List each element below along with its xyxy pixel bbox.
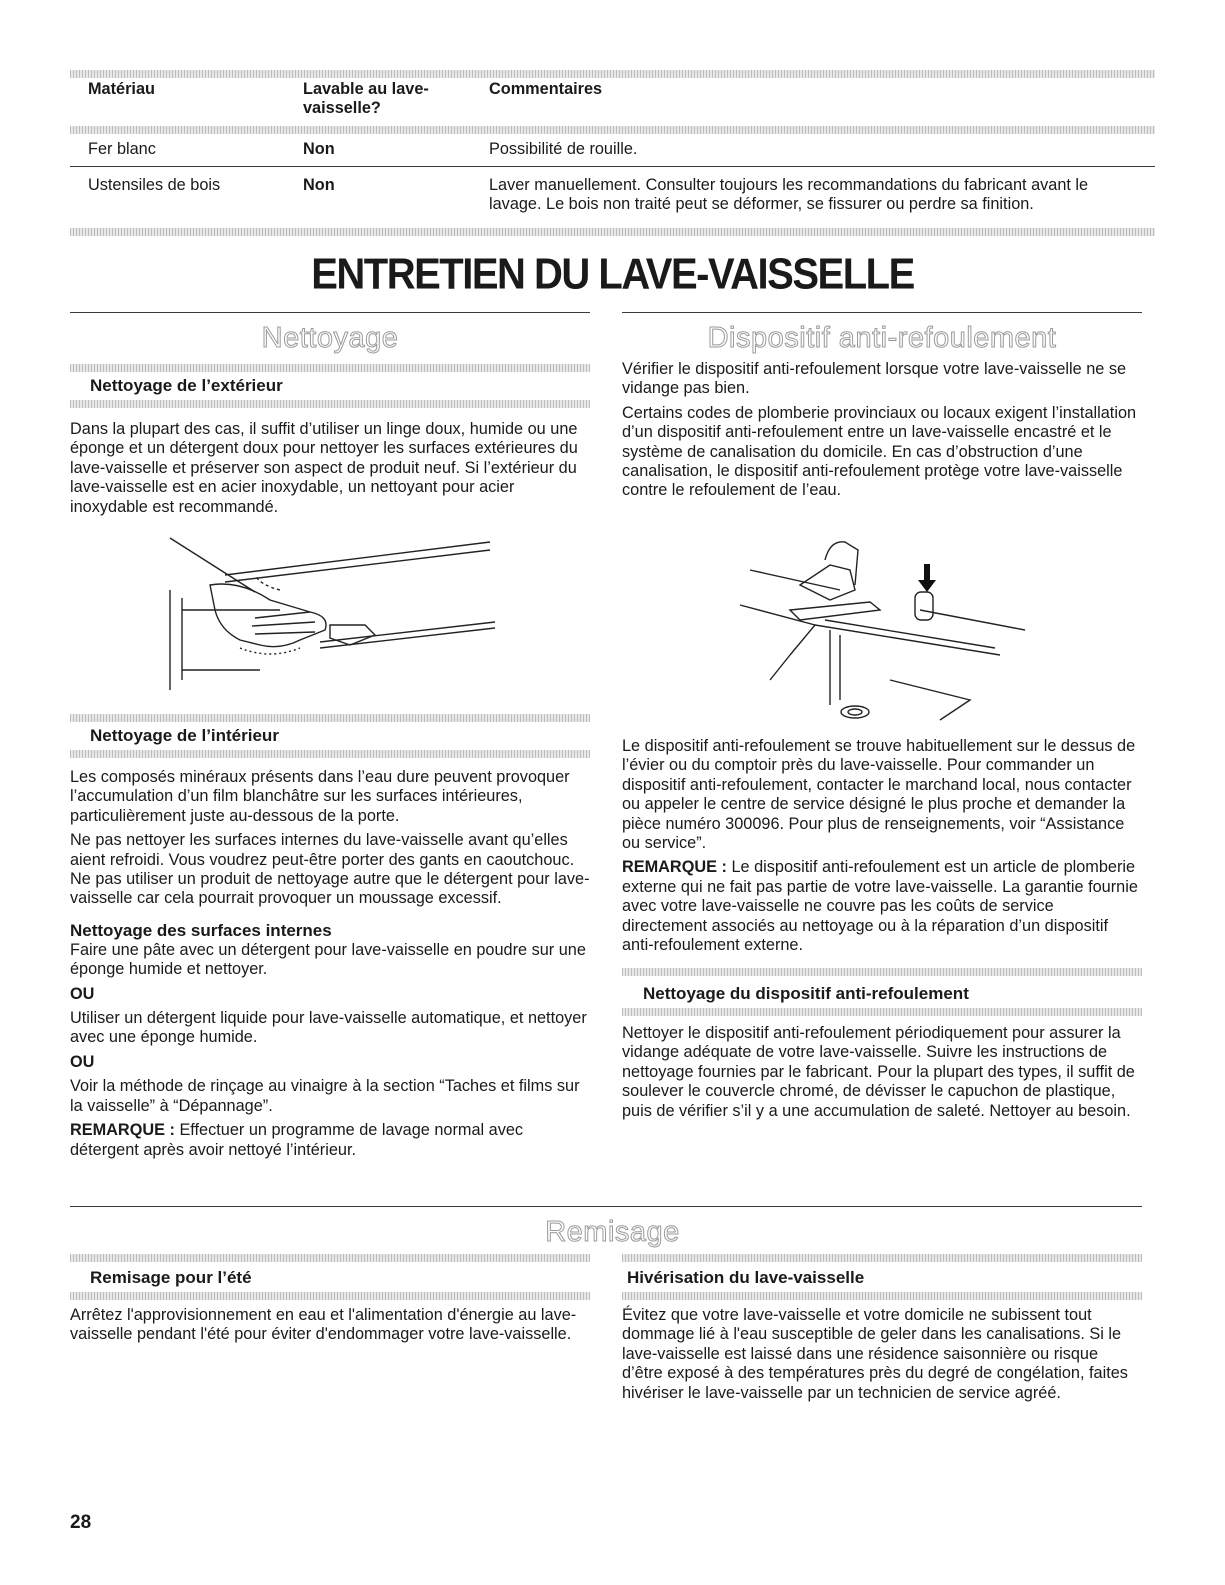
section-title-remisage: Remisage	[545, 1216, 680, 1248]
storage-rule	[70, 1206, 1142, 1207]
storage-band-left-2	[70, 1292, 590, 1300]
heading-summer-storage: Remisage pour l’été	[90, 1268, 252, 1287]
table-row-divider	[70, 166, 1155, 167]
heading-internal-surfaces: Nettoyage des surfaces internes	[70, 920, 332, 940]
material-table	[70, 80, 1155, 119]
exterior-cleaning-illustration	[160, 530, 510, 700]
heading-interior: Nettoyage de l’intérieur	[90, 726, 279, 745]
cell-material: Fer blanc	[88, 140, 156, 158]
header-washable: Lavable au lave-vaisselle?	[303, 80, 429, 118]
air-gap-p3: Le dispositif anti-refoulement se trouve habituellement sur le dessus de l’évier ou du comptoir près du lave-vaisselle. Pour commander un dispositif anti-refoulement, contacter le marchand local, nous contacter ou appeler le centre de service désigné le plus proche et demander la pièce numéro 300096. Pour plus de renseignements, voir “Assistance ou service”.	[622, 737, 1136, 853]
note-label: REMARQUE :	[70, 1121, 175, 1140]
table-header-row	[70, 80, 1155, 119]
right-band-1	[622, 968, 1142, 976]
cell-washable: Non	[303, 176, 335, 194]
summer-storage-body: Arrêtez l'approvisionnement en eau et l'alimentation d'énergie au lave-vaisselle pendant l'été pour éviter d'endommager votre lave-vaisselle.	[70, 1306, 577, 1344]
winterizing-body: Évitez que votre lave-vaisselle et votre domicile ne subissent tout dommage lié à l'eau susceptible de geler dans les canalisations. Si le lave-vaisselle est laissé dans une résidence saisonnière ou risque d’être exposé à des températures près du degré de congélation, faites hivériser le lave-vaisselle par un technicien de service agréé.	[622, 1306, 1128, 1402]
table-header-band	[70, 126, 1155, 134]
left-band-2	[70, 400, 590, 408]
section-title-air-gap: Dispositif anti-refoulement	[707, 322, 1057, 354]
table-row	[70, 176, 1155, 215]
storage-band-right-1	[622, 1254, 1142, 1262]
cell-washable: Non	[303, 140, 335, 158]
or-label-1: OU	[70, 984, 95, 1003]
air-gap-p2: Certains codes de plomberie provinciaux ou locaux exigent l’installation d’un dispositif anti-refoulement entre un lave-vaisselle encastré et le système de canalisation du domicile. En cas d’obstruction d’une canalisation, le dispositif anti-refoulement protège votre lave-vaisselle contre le refoulement de l’eau.	[622, 403, 1137, 500]
interior-note	[70, 1121, 590, 1160]
header-comments: Commentaires	[489, 80, 603, 98]
air-gap-cleaning-body: Nettoyer le dispositif anti-refoulement périodiquement pour assurer la vidange adéquate de votre lave-vaisselle. Suivre les instructions de nettoyage fournies par le fabricant. Pour la plupart des types, il suffit de soulever le couvercle chromé, de dévisser le capuchon de plastique, puis de vérifier s’il y a une accumulation de saleté. Nettoyer au besoin.	[622, 1024, 1135, 1120]
note-text: Le dispositif anti-refoulement est un article de plomberie externe qui ne fait pas partie de votre lave-vaisselle. La garantie fournie avec votre lave-vaisselle ne couvre pas les coûts de service directement associés au nettoyage ou à la réparation d’un dispositif anti-refoulement externe.	[622, 858, 1138, 955]
interior-p4: Utiliser un détergent liquide pour lave-vaisselle automatique, et nettoyer avec une éponge humide.	[70, 1009, 587, 1047]
left-band-3	[70, 714, 590, 722]
heading-air-gap-cleaning: Nettoyage du dispositif anti-refoulement	[643, 984, 969, 1003]
header-material: Matériau	[88, 80, 155, 98]
page-title: ENTRETIEN DU LAVE-VAISSELLE	[311, 249, 914, 299]
storage-band-left-1	[70, 1254, 590, 1262]
interior-p3: Faire une pâte avec un détergent pour lave-vaisselle en poudre sur une éponge humide et nettoyer.	[70, 940, 586, 979]
air-gap-p1: Vérifier le dispositif anti-refoulement lorsque votre lave-vaisselle ne se vidange pas bien.	[622, 360, 1127, 398]
or-label-2: OU	[70, 1052, 95, 1071]
left-section-rule	[70, 312, 590, 313]
cell-comment: Laver manuellement. Consulter toujours les recommandations du fabricant avant le lavage. Le bois non traité peut se déformer, se fissurer ou perdre sa finition.	[489, 176, 1089, 214]
heading-winterizing: Hivérisation du lave-vaisselle	[627, 1268, 865, 1287]
note-label: REMARQUE :	[622, 858, 727, 877]
storage-band-right-2	[622, 1292, 1142, 1300]
left-band-4	[70, 750, 590, 758]
left-band-1	[70, 364, 590, 372]
interior-p2: Ne pas nettoyer les surfaces internes du lave-vaisselle avant qu’elles aient refroidi. Vous voudrez peut-être porter des gants en caoutchouc. Ne pas utiliser un produit de nettoyage autre que le détergent pour lave-vaisselle car cela pourrait provoquer un moussage excessif.	[70, 831, 590, 908]
table-row	[70, 140, 1155, 159]
note-text: Effectuer un programme de lavage normal avec détergent après avoir nettoyé l’intérieur.	[70, 1121, 524, 1159]
heading-exterior: Nettoyage de l’extérieur	[90, 376, 283, 395]
table-bottom-band	[70, 228, 1155, 236]
right-section-rule	[622, 312, 1142, 313]
air-gap-illustration	[730, 530, 1050, 730]
interior-p1: Les composés minéraux présents dans l’eau dure peuvent provoquer l’accumulation d’un film blanchâtre sur les surfaces intérieures, particulièrement juste au-dessous de la porte.	[70, 768, 570, 825]
interior-p5: Voir la méthode de rinçage au vinaigre à la section “Taches et films sur la vaisselle” à “Dépannage”.	[70, 1077, 580, 1115]
cell-material: Ustensiles de bois	[88, 176, 221, 194]
table-top-band	[70, 70, 1155, 78]
page-number: 28	[70, 1512, 92, 1533]
section-title-nettoyage: Nettoyage	[261, 322, 399, 354]
air-gap-note	[622, 858, 1142, 955]
right-band-2	[622, 1008, 1142, 1016]
exterior-body: Dans la plupart des cas, il suffit d’utiliser un linge doux, humide ou une éponge et un détergent doux pour nettoyer les surfaces extérieures du lave-vaisselle et préserver son aspect de produit neuf. Si l’extérieur du lave-vaisselle est en acier inoxydable, un nettoyant pour acier inoxydable est recommandé.	[70, 420, 578, 516]
cell-comment: Possibilité de rouille.	[489, 140, 638, 158]
